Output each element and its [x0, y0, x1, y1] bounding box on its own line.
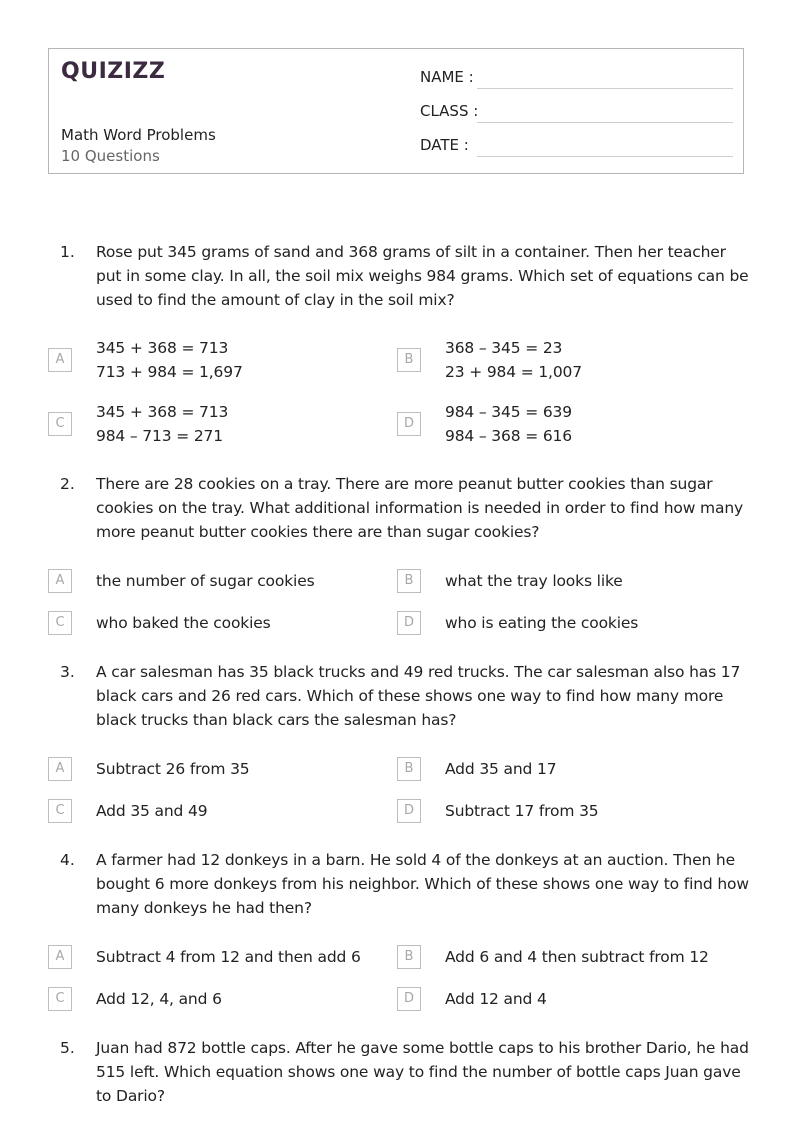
question-number: 3. [60, 663, 75, 681]
option-line: 984 – 345 = 639 [445, 403, 572, 421]
option-a-badge[interactable]: A [48, 757, 72, 781]
option-line: 23 + 984 = 1,007 [445, 363, 582, 381]
worksheet-title: Math Word Problems [61, 126, 216, 144]
option-d-text[interactable] [445, 400, 572, 448]
option-line: 345 + 368 = 713 [96, 339, 229, 357]
option-line: 713 + 984 = 1,697 [96, 363, 243, 381]
option-b-text[interactable]: Add 6 and 4 then subtract from 12 [445, 948, 709, 966]
question-number: 1. [60, 243, 75, 261]
class-label: CLASS : [420, 102, 479, 120]
option-b-text[interactable]: Add 35 and 17 [445, 760, 557, 778]
question-text: There are 28 cookies on a tray. There are more peanut butter cookies than sugar cookies on the tray. What additional information is needed in order to find how many more peanut butter cookies there are than sugar cookies? [96, 475, 744, 541]
option-b-text[interactable]: what the tray looks like [445, 572, 623, 590]
option-a-badge[interactable]: A [48, 945, 72, 969]
class-line [477, 122, 733, 123]
option-line: 984 – 368 = 616 [445, 427, 572, 445]
option-a-badge[interactable]: A [48, 348, 72, 372]
question-count: 10 Questions [61, 147, 160, 165]
option-line: 368 – 345 = 23 [445, 339, 563, 357]
question-text: Rose put 345 grams of sand and 368 grams of silt in a container. Then her teacher put in some clay. In all, the soil mix weighs 984 grams. Which set of equations can be used to find the amount of clay in the soil mix? [96, 243, 749, 309]
question-number: 4. [60, 851, 75, 869]
question-text: A car salesman has 35 black trucks and 49 red trucks. The car salesman also has 17 black cars and 26 red cars. Which of these shows one way to find how many more black trucks than black cars the salesman has? [96, 663, 741, 729]
question-text: Juan had 872 bottle caps. After he gave some bottle caps to his brother Dario, he had 515 left. Which equation shows one way to find the number of bottle caps Juan gave to Dario? [96, 1039, 749, 1105]
option-d-badge[interactable]: D [397, 799, 421, 823]
option-a-text[interactable]: the number of sugar cookies [96, 572, 315, 590]
question-number: 5. [60, 1039, 75, 1057]
worksheet-header [48, 48, 744, 174]
option-c-text[interactable]: Add 35 and 49 [96, 802, 208, 820]
option-b-badge[interactable]: B [397, 348, 421, 372]
name-line [477, 88, 733, 89]
option-d-text[interactable]: who is eating the cookies [445, 614, 639, 632]
option-line: 984 – 713 = 271 [96, 427, 223, 445]
option-b-badge[interactable]: B [397, 569, 421, 593]
option-d-text[interactable]: Add 12 and 4 [445, 990, 547, 1008]
option-b-badge[interactable]: B [397, 945, 421, 969]
option-b-text[interactable] [445, 336, 582, 384]
option-a-text[interactable]: Subtract 26 from 35 [96, 760, 250, 778]
option-c-text[interactable] [96, 400, 228, 448]
option-a-text[interactable] [96, 336, 243, 384]
option-d-badge[interactable]: D [397, 611, 421, 635]
option-c-badge[interactable]: C [48, 799, 72, 823]
date-label: DATE : [420, 136, 469, 154]
name-label: NAME : [420, 68, 474, 86]
quizizz-logo: QUIZIZZ [61, 59, 166, 84]
date-line [477, 156, 733, 157]
option-c-text[interactable]: who baked the cookies [96, 614, 271, 632]
option-a-badge[interactable]: A [48, 569, 72, 593]
option-c-text[interactable]: Add 12, 4, and 6 [96, 990, 222, 1008]
question-text: A farmer had 12 donkeys in a barn. He sold 4 of the donkeys at an auction. Then he bought 6 more donkeys from his neighbor. Which of these shows one way to find how many donkeys he had then? [96, 851, 749, 917]
option-b-badge[interactable]: B [397, 757, 421, 781]
option-a-text[interactable]: Subtract 4 from 12 and then add 6 [96, 948, 361, 966]
option-d-text[interactable]: Subtract 17 from 35 [445, 802, 599, 820]
option-line: 345 + 368 = 713 [96, 403, 229, 421]
option-c-badge[interactable]: C [48, 987, 72, 1011]
option-d-badge[interactable]: D [397, 412, 421, 436]
option-c-badge[interactable]: C [48, 611, 72, 635]
question-number: 2. [60, 475, 75, 493]
option-c-badge[interactable]: C [48, 412, 72, 436]
option-d-badge[interactable]: D [397, 987, 421, 1011]
